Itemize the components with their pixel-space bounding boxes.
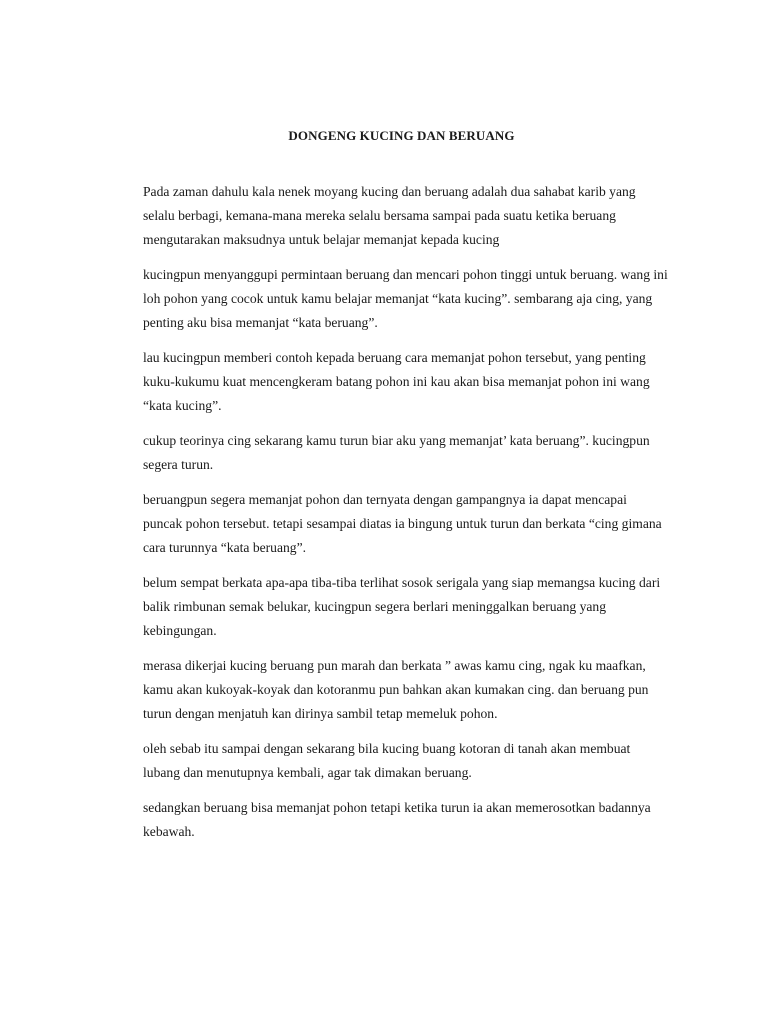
paragraph-1: Pada zaman dahulu kala nenek moyang kucing dan beruang adalah dua sahabat karib yang selalu berbagi, kemana-mana mereka selalu bersama sampai pada suatu ketika beruang mengutarakan maksudnya untuk belajar memanjat kepada kucing [143, 184, 636, 247]
paragraph-6: belum sempat berkata apa-apa tiba-tiba terlihat sosok serigala yang siap memangsa kucing dari balik rimbunan semak belukar, kucingpun segera berlari meninggalkan beruang yang kebingungan. [143, 575, 661, 638]
paragraph-8: oleh sebab itu sampai dengan sekarang bila kucing buang kotoran di tanah akan membuat lubang dan menutupnya kembali, agar tak dimakan beruang. [143, 741, 631, 780]
paragraph-2: kucingpun menyanggupi permintaan beruang dan mencari pohon tinggi untuk beruang. wang ini loh pohon yang cocok untuk kamu belajar memanjat “kata kucing”. sembarang aja cing, yang penting aku bisa memanjat “kata beruang”. [143, 267, 668, 330]
paragraph-4: cukup teorinya cing sekarang kamu turun biar aku yang memanjat’ kata beruang”. kucingpun segera turun. [143, 433, 650, 472]
paragraph-9: sedangkan beruang bisa memanjat pohon tetapi ketika turun ia akan memerosotkan badannya kebawah. [143, 800, 651, 839]
document-title: DONGENG KUCING DAN BERUANG [288, 128, 515, 143]
document-body [143, 180, 668, 855]
paragraph-7: merasa dikerjai kucing beruang pun marah dan berkata ” awas kamu cing, ngak ku maafkan, kamu akan kukoyak-koyak dan kotoranmu pun bahkan akan kumakan cing. dan beruang pun turun dengan menjatuh kan dirinya sambil tetap memeluk pohon. [143, 658, 649, 721]
paragraph-5: beruangpun segera memanjat pohon dan ternyata dengan gampangnya ia dapat mencapai puncak pohon tersebut. tetapi sesampai diatas ia bingung untuk turun dan berkata “cing gimana cara turunnya “kata beruang”. [143, 492, 662, 555]
paragraph-3: lau kucingpun memberi contoh kepada beruang cara memanjat pohon tersebut, yang penting kuku-kukumu kuat mencengkeram batang pohon ini kau akan bisa memanjat pohon ini wang “kata kucing”. [143, 350, 650, 413]
